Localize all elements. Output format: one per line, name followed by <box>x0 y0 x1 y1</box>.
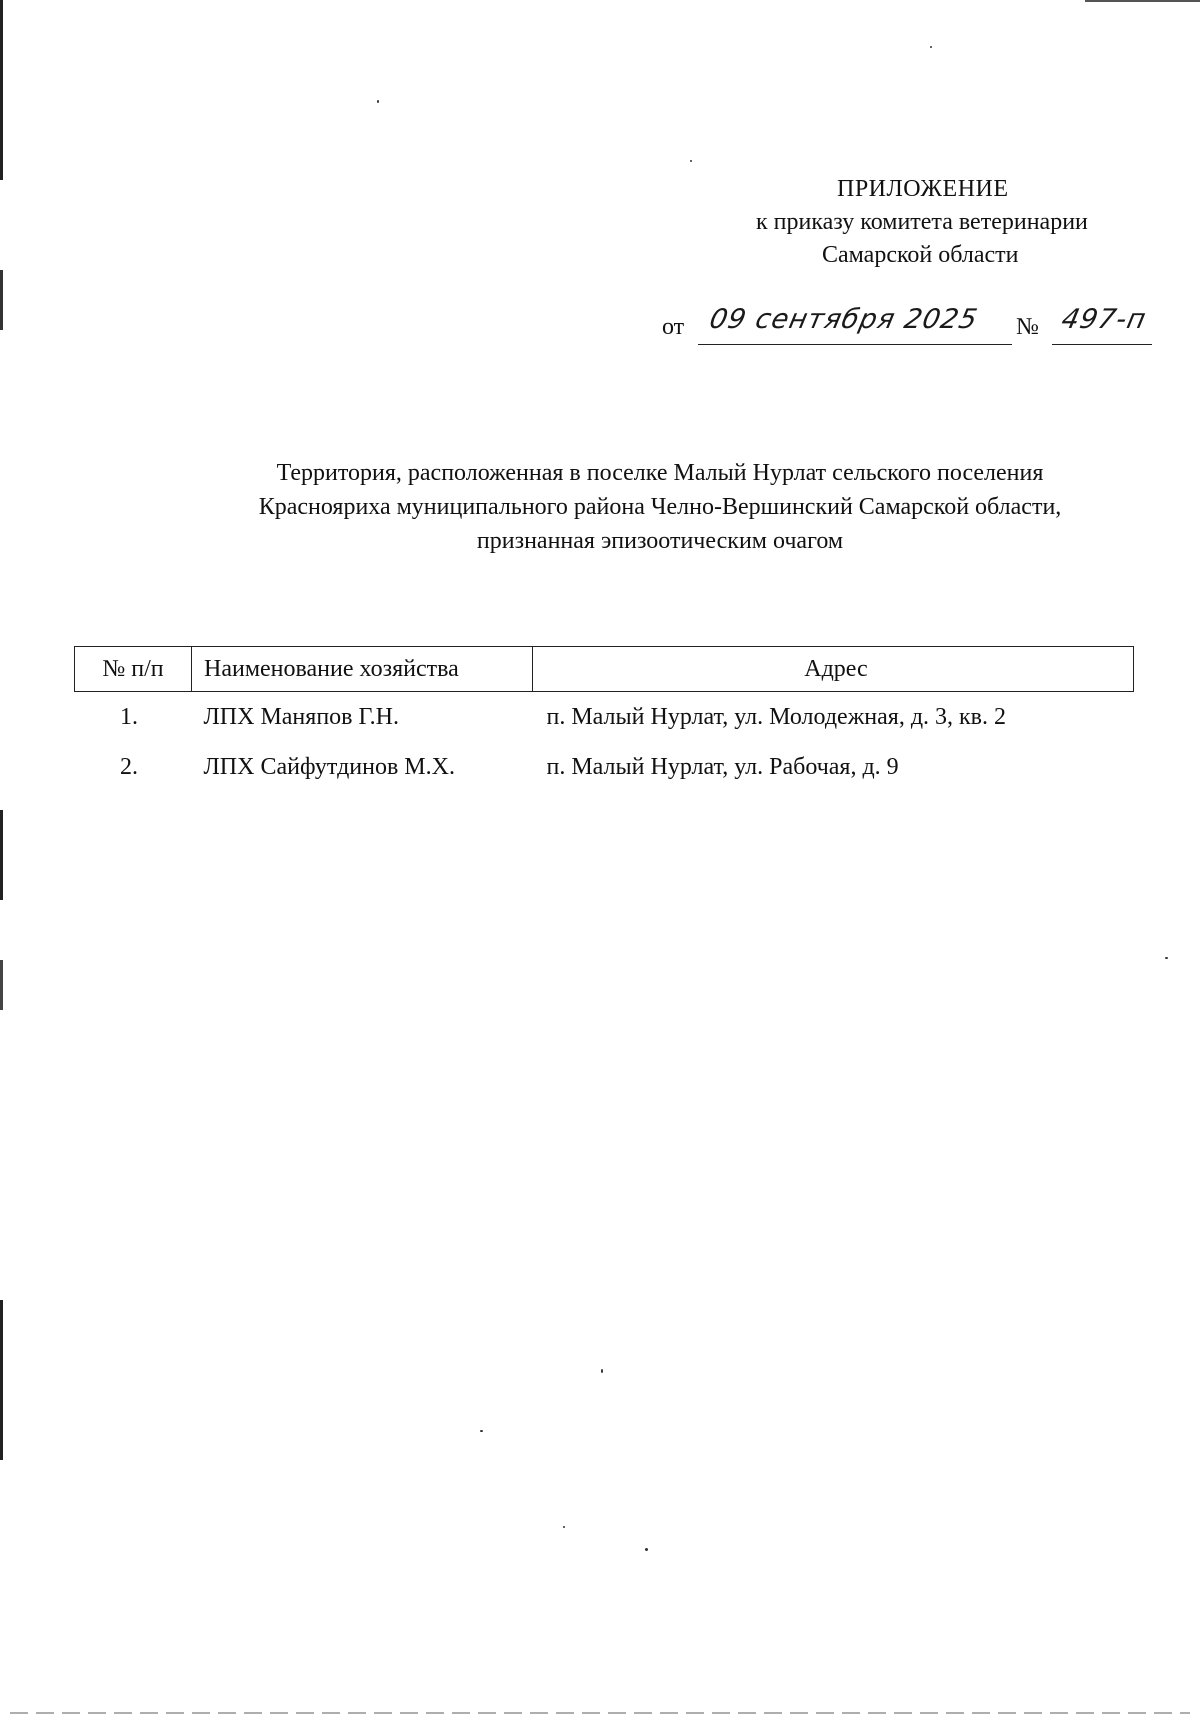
handwritten-date: 09 сентября 2025 <box>706 304 981 335</box>
table-row <box>75 692 1134 743</box>
table-header-row <box>75 647 1134 692</box>
table-row <box>75 742 1134 792</box>
household-name: ЛПХ Маняпов Г.Н. <box>203 703 399 730</box>
scan-edge-left <box>0 0 3 1714</box>
scan-speck <box>645 1548 648 1551</box>
order-date-number-line <box>662 304 1182 354</box>
date-field <box>698 304 1012 345</box>
household-address: п. Малый Нурлат, ул. Молодежная, д. 3, кв. 2 <box>546 703 1007 730</box>
scan-speck <box>563 1526 565 1528</box>
handwritten-number: 497-п <box>1058 304 1150 335</box>
households-table <box>74 646 1134 792</box>
column-header-household: Наименование хозяйства <box>192 647 533 692</box>
row-number: 2. <box>120 753 138 780</box>
household-address: п. Малый Нурлат, ул. Рабочая, д. 9 <box>546 753 899 780</box>
scan-speck <box>930 46 932 48</box>
scan-speck <box>690 160 692 162</box>
appendix-reference-line: к приказу комитета ветеринарии <box>756 209 1088 235</box>
number-field <box>1052 304 1152 345</box>
document-title-line: признанная эпизоотическим очагом <box>476 528 844 554</box>
scan-speck <box>480 1430 483 1432</box>
date-prefix: от <box>662 314 685 340</box>
document-title <box>150 456 1170 558</box>
household-name: ЛПХ Сайфутдинов М.Х. <box>203 753 455 780</box>
scan-speck <box>1165 957 1168 959</box>
scan-edge-top <box>1085 0 1200 2</box>
column-header-number: № п/п <box>75 647 192 692</box>
scan-speck <box>377 100 379 103</box>
column-header-address: Адрес <box>533 647 1134 692</box>
document-title-line: Краснояриха муниципального района Челно-Вершинский Самарской области, <box>258 494 1062 520</box>
appendix-title: ПРИЛОЖЕНИЕ <box>837 176 1009 202</box>
document-title-line: Территория, расположенная в поселке Малый Нурлат сельского поселения <box>276 460 1044 486</box>
scan-speck <box>601 1369 603 1373</box>
number-sign: № <box>1016 314 1039 340</box>
row-number: 1. <box>120 703 138 730</box>
appendix-region-line: Самарской области <box>822 242 1019 268</box>
